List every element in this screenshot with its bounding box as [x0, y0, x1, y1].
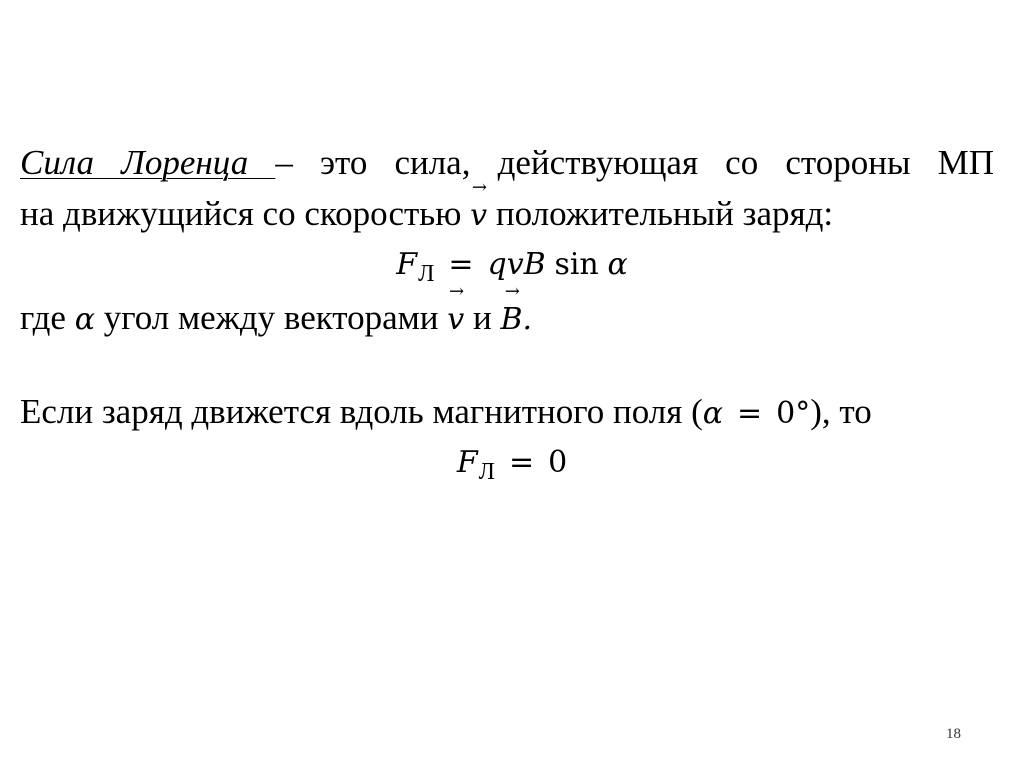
paragraph2-equals: = [737, 396, 763, 431]
formula-rhs: qvB [487, 247, 546, 282]
formula-alpha: α [607, 247, 628, 282]
line3-prefix: где [20, 298, 66, 337]
formula-subscript: Л [418, 261, 435, 287]
line2-suffix: положительный заряд: [487, 194, 834, 233]
definition-line-2 [20, 177, 834, 236]
line3-alpha: α [74, 302, 95, 337]
zero-force-formula [0, 441, 1024, 485]
formula2-subscript: Л [478, 459, 495, 485]
line3-middle: угол между векторами [94, 298, 448, 337]
formula2-equals: = [508, 445, 535, 480]
formula2-value: 0 [548, 445, 568, 480]
page-number: 18 [946, 726, 961, 742]
vector-arrow-icon: → [448, 281, 465, 302]
paragraph2-suffix: ), то [810, 392, 872, 431]
vector-arrow-icon: → [471, 177, 487, 198]
definition-text: – это сила, действующая со стороны МП [275, 143, 994, 182]
paragraph2-value: 0° [776, 396, 811, 431]
induction-vector: B → [500, 281, 523, 337]
line3-and: и [464, 298, 501, 337]
angle-explanation-line [20, 281, 533, 340]
definition-line-1 [20, 143, 994, 183]
vector-arrow-icon: → [504, 281, 520, 302]
line2-prefix: на движущийся со скоростью [20, 194, 462, 233]
parallel-motion-line [20, 392, 872, 434]
paragraph2-alpha: α [702, 396, 724, 431]
velocity-vector: v → [470, 177, 488, 233]
formula2-F: F [456, 445, 478, 480]
formula-equals: = [448, 247, 474, 282]
formula-sin: sin [554, 247, 599, 282]
formula-F: F [396, 247, 418, 282]
velocity-vector-2: v → [447, 281, 465, 337]
line3-period: . [522, 302, 533, 337]
lorentz-force-term: Сила Лоренца [20, 143, 276, 182]
paragraph2-prefix: Если заряд движется вдоль магнитного поля ( [20, 392, 703, 431]
